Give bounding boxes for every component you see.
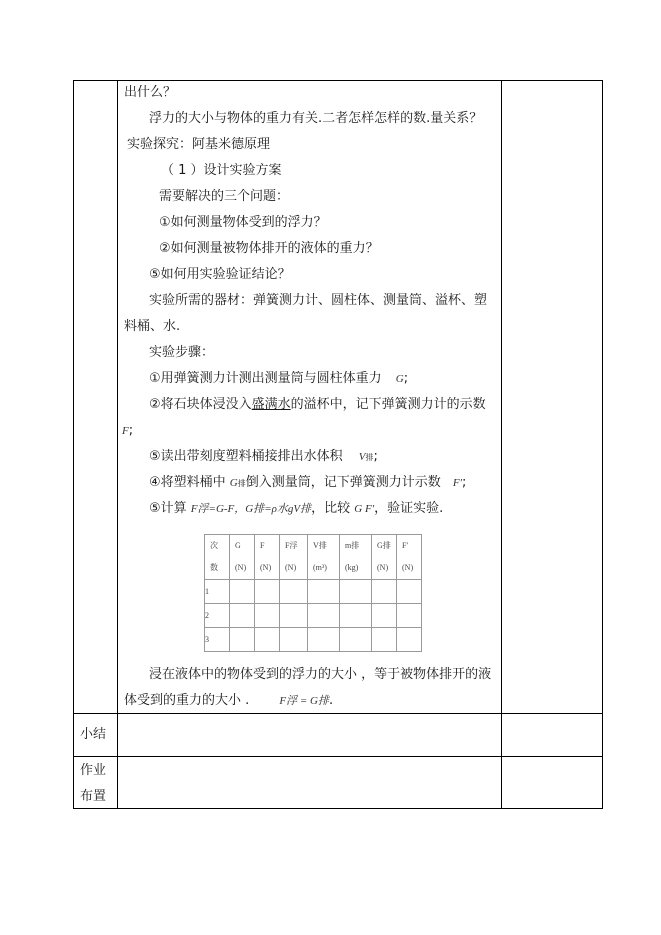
conclusion-line-2 — [124, 693, 333, 709]
text-line-6: ①如何测量物体受到的浮力？ — [159, 215, 327, 230]
step-3 — [149, 449, 378, 466]
step-2-text-c: 的溢杯中，记下弹簧测力计的示数 — [290, 397, 486, 412]
step-1-var: G — [395, 373, 404, 385]
step-3-end: ; — [373, 449, 378, 464]
step-4-var2: F′ — [452, 477, 463, 489]
table-cell — [255, 628, 280, 652]
summary-label: 小结 — [80, 727, 107, 742]
table-cell — [280, 628, 308, 652]
step-3-var: V — [358, 451, 366, 463]
text-line-4: （ 1 ）设计实验方案 — [161, 163, 282, 178]
step-5-formula-2: ，G排=ρ水gV排 — [234, 503, 312, 515]
experiment-data-table — [204, 534, 422, 652]
text-line-9: 实验所需的器材：弹簧测力计、圆柱体、测量筒、溢杯、塑 — [149, 293, 488, 308]
text-line-10: 料桶、水. — [124, 319, 181, 334]
text-line-3: 实验探究：阿基米德原理 — [127, 137, 271, 152]
homework-label-line-1: 作业 — [80, 763, 107, 778]
step-5 — [149, 501, 443, 517]
step-5-text-b: ，比较 — [311, 501, 351, 516]
header-cell-f: F (N) — [255, 535, 280, 580]
conclusion-end: . — [329, 693, 334, 708]
table-cell — [230, 604, 255, 628]
step-4-end: ; — [462, 475, 467, 490]
header-cell-f-buoy: F浮 (N) — [280, 535, 308, 580]
table-border-bottom — [73, 808, 603, 809]
table-row — [205, 580, 422, 604]
step-4 — [149, 475, 466, 492]
header-cell-f-prime: F′ (N) — [397, 535, 422, 580]
row-index: 1 — [205, 580, 230, 604]
table-cell — [230, 628, 255, 652]
table-cell — [397, 604, 422, 628]
table-cell — [340, 604, 372, 628]
text-line-11: 实验步骤： — [149, 345, 215, 360]
table-divider-2 — [501, 80, 502, 809]
step-1-text: ①用弹簧测力计测出测量筒与圆柱体重力 — [149, 371, 382, 386]
text-line-1: 出什么？ — [124, 85, 177, 100]
step-2-underlined: 盛满水 — [251, 397, 291, 412]
table-row — [205, 604, 422, 628]
table-row-line-2 — [73, 756, 603, 757]
step-4-text-a: ④将塑料桶中 — [149, 475, 226, 490]
step-2-text-a: ②将石块体浸没入 — [149, 397, 252, 412]
step-4-var: G — [229, 477, 238, 489]
step-4-sub: 排 — [237, 479, 246, 488]
table-border-left — [73, 80, 74, 809]
table-cell — [397, 580, 422, 604]
step-4-text-b: 倒入测量筒，记下弹簧测力计示数 — [245, 475, 441, 490]
table-border-top — [73, 80, 603, 81]
header-cell-v-disp: V排 (m³) — [308, 535, 340, 580]
table-cell — [397, 628, 422, 652]
step-2-end: ; — [128, 423, 134, 438]
header-cell-g-disp: G排 (N) — [372, 535, 397, 580]
step-2-cont — [122, 423, 133, 439]
step-5-formula-1: F浮=G-F — [190, 503, 235, 515]
table-cell — [255, 604, 280, 628]
table-cell — [255, 580, 280, 604]
header-cell-trial: 次 数 — [205, 535, 230, 580]
header-cell-g: G (N) — [230, 535, 255, 580]
step-5-formula-3: G F′ — [354, 503, 375, 515]
data-table-header-row — [205, 535, 422, 580]
row-index: 3 — [205, 628, 230, 652]
table-cell — [280, 604, 308, 628]
step-2 — [149, 397, 486, 413]
text-line-8: ⑤如何用实验验证结论？ — [149, 267, 291, 282]
text-line-5: 需要解决的三个问题： — [159, 189, 290, 204]
header-cell-m-disp: m排 (kg) — [340, 535, 372, 580]
homework-label-line-2: 布置 — [80, 789, 107, 804]
conclusion-line-1: 浸在液体中的物体受到的浮力的大小 ，等于被物体排开的液 — [149, 667, 492, 682]
table-cell — [372, 604, 397, 628]
row-index: 2 — [205, 604, 230, 628]
table-cell — [280, 580, 308, 604]
step-5-text-a: ⑤计算 — [149, 501, 187, 516]
step-3-sub: 排 — [365, 453, 374, 462]
text-line-7: ②如何测量被物体排开的液体的重力？ — [159, 241, 379, 256]
table-cell — [372, 628, 397, 652]
text-line-2: 浮力的大小与物体的重力有关.二者怎样怎样的数.量关系？ — [149, 111, 483, 126]
conclusion-formula: F浮 = G排 — [279, 695, 329, 707]
step-2-var: F — [122, 425, 129, 437]
table-cell — [308, 628, 340, 652]
table-row — [205, 628, 422, 652]
step-5-text-c: ，验证实验. — [374, 501, 444, 516]
table-cell — [308, 580, 340, 604]
table-cell — [340, 580, 372, 604]
table-cell — [308, 604, 340, 628]
table-cell — [230, 580, 255, 604]
step-3-text: ⑤读出带刻度塑料桶接排出水体积 — [149, 449, 343, 464]
table-cell — [372, 580, 397, 604]
step-1-end: ; — [403, 371, 409, 386]
table-row-line-1 — [73, 713, 603, 714]
table-border-right — [602, 80, 603, 809]
step-1 — [149, 371, 408, 387]
table-divider-1 — [117, 80, 118, 809]
conclusion-text: 体受到的重力的大小 . — [124, 693, 250, 708]
table-cell — [340, 628, 372, 652]
